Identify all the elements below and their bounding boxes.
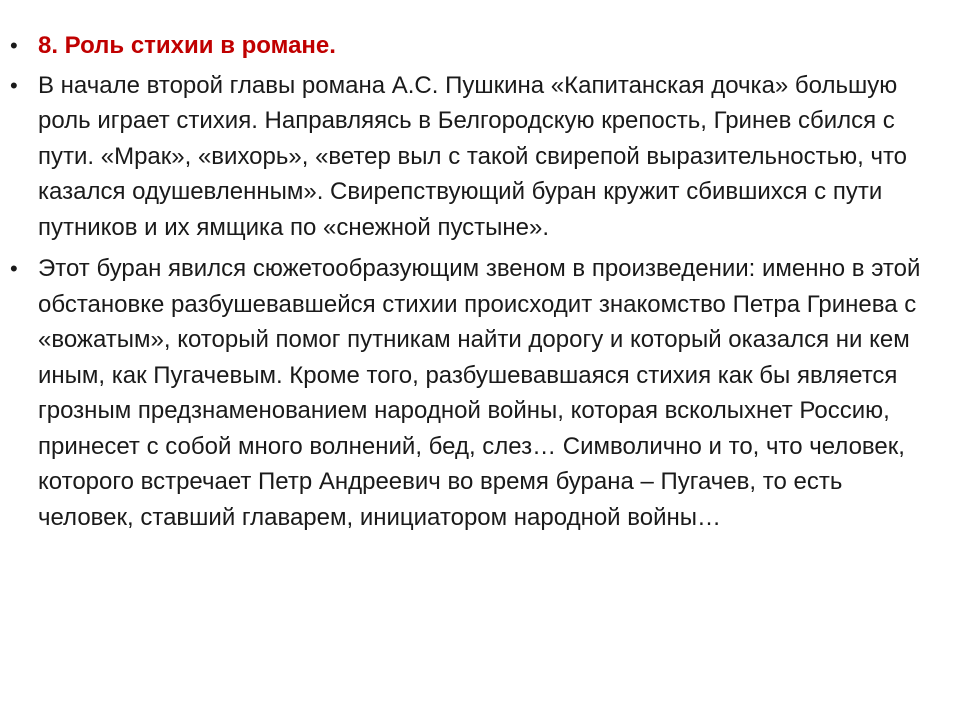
bullet-icon: • [10, 256, 18, 281]
bullet-icon: • [10, 72, 18, 98]
paragraph-item [8, 68, 938, 246]
heading-item [8, 28, 938, 64]
paragraph-text: В начале второй главы романа А.С. Пушкина «Капитанская дочка» большую роль играет стихия. Направляясь в Белгородскую крепость, Гринев сбился с пути. «Мрак», «вихорь», «ветер выл с такой свирепой выразительностью, что казался одушевленным». Свирепствующий буран кружит сбившихся с пути путников и их ямщика по «снежной пустыне». [38, 71, 908, 241]
bullet-list [8, 28, 938, 541]
slide-heading: 8. Роль стихии в романе. [38, 32, 336, 59]
paragraph-text: Этот буран явился сюжетообразующим звеном в произведении: именно в этой обстановке разбушевавшейся стихии происходит знакомство Петра Гринева с «вожатым», который помог путникам найти дорогу и который оказался ни кем иным, как Пугачевым. Кроме того, разбушевавшаяся стихия как бы является грозным предзнаменованием народной войны, которая всколыхнет Россию, принесет с собой много волнений, бед, слез… Символично и то, что человек, которого встречает Петр Андреевич во время бурана – Пугачев, то есть человек, ставший главарем, инициатором народной войны… [38, 255, 921, 531]
paragraph-item [8, 251, 938, 535]
bullet-icon: • [10, 33, 18, 58]
